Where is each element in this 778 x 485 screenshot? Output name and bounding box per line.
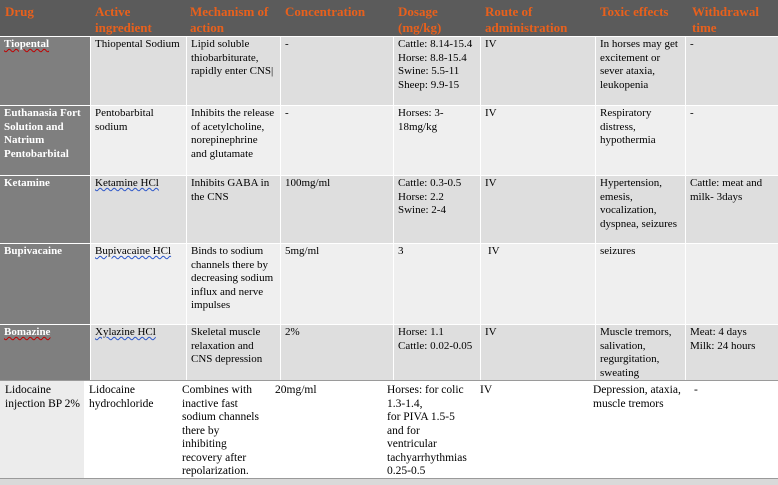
table-row xyxy=(0,106,778,175)
table-row xyxy=(0,37,778,105)
route-cell: IV xyxy=(481,37,595,105)
withdrawal-cell: - xyxy=(686,106,778,175)
ingredient-cell: Thiopental Sodium xyxy=(91,37,186,105)
ingredient-text: Bupivacaine HCl xyxy=(95,245,172,257)
row-bottom-strip xyxy=(0,479,778,485)
ingredient-text: Xylazine HCl xyxy=(95,326,156,338)
toxic-cell: Hypertension, emesis, vocalization, dyspnea, seizures xyxy=(596,176,685,243)
mechanism-cell: Lipid soluble thiobarbiturate, rapidly enter CNS| xyxy=(187,37,280,105)
ingredient-text: Ketamine HCl xyxy=(95,177,159,189)
table-row xyxy=(0,244,778,324)
header-route: Route of administration xyxy=(485,4,568,35)
drug-cell xyxy=(0,37,90,105)
mechanism-cell: Skeletal muscle relaxation and CNS depression xyxy=(187,325,280,380)
toxic-cell: Muscle tremors, salivation, regurgitation, sweating xyxy=(596,325,685,380)
dosage-cell: 3 xyxy=(394,244,480,324)
route-cell: IV xyxy=(476,381,588,478)
table-row xyxy=(0,381,778,485)
concentration-cell: 5mg/ml xyxy=(281,244,393,324)
drug-cell: Euthanasia Fort Solution and Natrium Pentobarbital xyxy=(0,106,90,175)
concentration-cell: 2% xyxy=(281,325,393,380)
withdrawal-cell: Meat: 4 days Milk: 24 hours xyxy=(686,325,778,380)
drug-cell: Bupivacaine xyxy=(0,244,90,324)
mechanism-cell: Combines with inactive fast sodium channels there by inhibiting recovery after repolarization. xyxy=(178,381,270,478)
row-divider xyxy=(0,478,778,479)
row-divider xyxy=(0,380,778,381)
ingredient-cell: Pentobarbital sodium xyxy=(91,106,186,175)
header-ingredient: Active ingredient xyxy=(95,4,152,35)
ingredient-cell xyxy=(91,176,186,243)
drug-cell: Lidocaine injection BP 2% xyxy=(0,381,84,478)
dosage-cell: Horse: 1.1 Cattle: 0.02-0.05 xyxy=(394,325,480,380)
concentration-cell: 100mg/ml xyxy=(281,176,393,243)
concentration-cell: - xyxy=(281,37,393,105)
toxic-cell: In horses may get excitement or sever ataxia, leukopenia xyxy=(596,37,685,105)
route-cell: IV xyxy=(481,244,595,324)
withdrawal-cell: - xyxy=(686,37,778,105)
ingredient-cell: Lidocaine hydrochloride xyxy=(85,381,177,478)
drug-cell xyxy=(0,325,90,380)
ingredient-cell xyxy=(91,325,186,380)
mechanism-cell: Inhibits GABA in the CNS xyxy=(187,176,280,243)
drug-name: Tiopental xyxy=(4,38,50,50)
mechanism-cell: Inhibits the release of acetylcholine, norepinephrine and glutamate xyxy=(187,106,280,175)
route-cell: IV xyxy=(481,176,595,243)
table-row xyxy=(0,325,778,380)
table-row xyxy=(0,176,778,243)
drug-name: Bomazine xyxy=(4,326,51,338)
toxic-cell: Depression, ataxia, muscle tremors xyxy=(589,381,685,478)
dosage-cell: Cattle: 0.3-0.5 Horse: 2.2 Swine: 2-4 xyxy=(394,176,480,243)
withdrawal-cell: - xyxy=(686,381,778,478)
toxic-cell: seizures xyxy=(596,244,685,324)
header-concentration: Concentration xyxy=(285,4,366,19)
drug-cell: Ketamine xyxy=(0,176,90,243)
header-drug: Drug xyxy=(5,4,34,19)
header-toxic: Toxic effects xyxy=(600,4,669,19)
route-cell: IV xyxy=(481,325,595,380)
toxic-cell: Respiratory distress, hypothermia xyxy=(596,106,685,175)
table-header xyxy=(0,0,778,36)
dosage-cell: Horses: 3-18mg/kg xyxy=(394,106,480,175)
route-cell: IV xyxy=(481,106,595,175)
header-withdrawal: Withdrawal time xyxy=(692,4,759,35)
withdrawal-cell: Cattle: meat and milk- 3days xyxy=(686,176,778,243)
dosage-cell: Horses: for colic 1.3-1.4, for PIVA 1.5-5 and for ventricular tachyarrhythmias 0.25-0.5 xyxy=(383,381,475,478)
header-dosage: Dosage (mg/kg) xyxy=(398,4,442,35)
concentration-cell: 20mg/ml xyxy=(271,381,382,478)
mechanism-cell: Binds to sodium channels there by decreasing sodium influx and nerve impulses xyxy=(187,244,280,324)
dosage-cell: Cattle: 8.14-15.4 Horse: 8.8-15.4 Swine: 5.5-11 Sheep: 9.9-15 xyxy=(394,37,480,105)
ingredient-cell xyxy=(91,244,186,324)
header-mechanism: Mechanism of action xyxy=(190,4,269,35)
withdrawal-cell xyxy=(686,244,778,324)
concentration-cell: - xyxy=(281,106,393,175)
